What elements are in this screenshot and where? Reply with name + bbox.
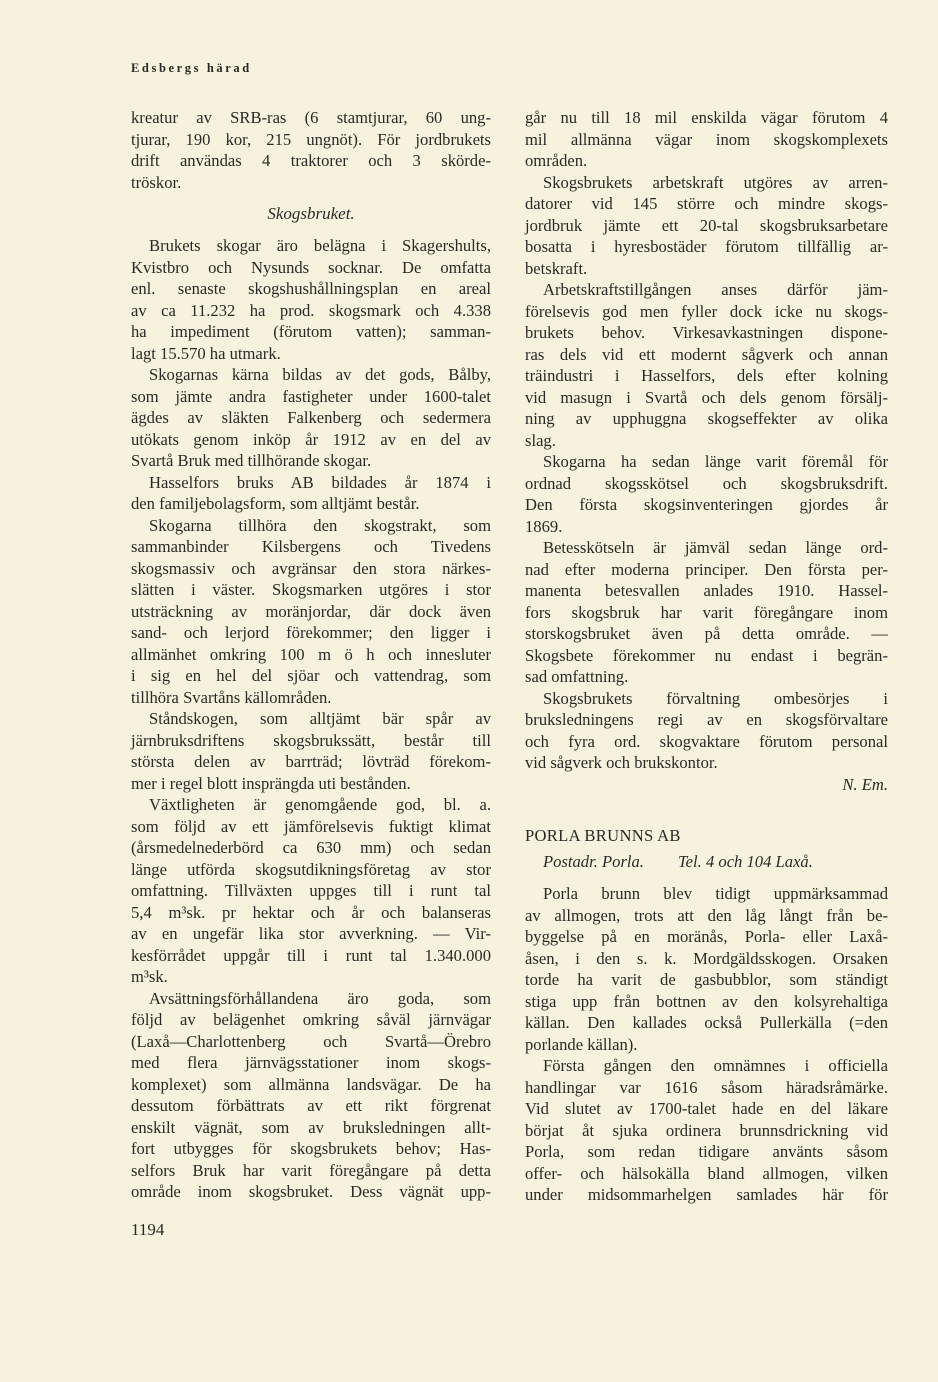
text-line: datorer vid 145 större och mindre skogs- xyxy=(525,194,888,213)
text-line: bruksledningens regi av en skogsförvaltare xyxy=(525,710,888,729)
text-line: börjat åt sjuka ordinera brunnsdrickning vid xyxy=(525,1120,888,1140)
paragraph xyxy=(131,708,491,794)
text-line: ras dels vid ett modernt sågverk och annan xyxy=(525,344,888,364)
text-line: områden. xyxy=(525,151,588,170)
text-line: torde ha varit de gasbubblor, som ständigt xyxy=(525,970,888,989)
section-heading: Skogsbruket. xyxy=(267,204,355,223)
author-signature: N. Em. xyxy=(842,775,888,794)
text-line: ägdes av släkten Falkenberg och sedermera xyxy=(131,408,491,427)
text-line: som följd av ett jämförelsevis fuktigt klimat xyxy=(131,816,491,836)
text-line: ordnad skogsskötsel och skogsbruksdrift. xyxy=(525,473,888,493)
text-line: (årsmedelnederbörd ca 630 mm) och sedan xyxy=(131,838,491,857)
text-line: bosatta i hyresbostäder förutom tillfällig ar- xyxy=(525,237,888,256)
text-line: Den första skogsinventeringen gjordes år xyxy=(525,495,888,514)
paragraph xyxy=(131,235,491,364)
running-head: Edsbergs härad xyxy=(131,61,252,75)
text-line: som jämte andra fastigheter under 1600-talet xyxy=(131,386,491,406)
text-line: nad efter moderna principer. Den första per- xyxy=(525,559,888,579)
paragraph xyxy=(525,172,888,280)
paragraph xyxy=(131,364,491,472)
text-line: Skogarna tillhöra den skogstrakt, som xyxy=(149,515,491,535)
text-line: kreatur av SRB-ras (6 stamtjurar, 60 ung- xyxy=(131,108,491,127)
text-line: Arbetskraftstillgången anses därför jäm- xyxy=(543,280,888,299)
postal-address: Postadr. Porla. xyxy=(543,852,644,871)
paragraph xyxy=(525,107,888,172)
text-line: enl. senaste skogshushållningsplan en areal xyxy=(131,279,491,298)
text-line: Ståndskogen, som alltjämt bär spår av xyxy=(149,709,491,728)
text-line: Växtligheten är genomgående god, bl. a. xyxy=(149,795,491,814)
paragraph xyxy=(525,537,888,688)
paragraph xyxy=(131,107,491,193)
text-line: 5,4 m³sk. pr hektar och år och balanseras xyxy=(131,902,491,922)
text-line: kesförrådet uppgår till i runt tal 1.340.000 xyxy=(131,945,491,965)
text-line: byggelse på en moränås, Porla- eller Laxå- xyxy=(525,927,888,946)
text-line: källan. Den kallades också Pullerkälla (=den xyxy=(525,1013,888,1032)
text-line: manenta betesvallen anlades 1910. Hassel- xyxy=(525,581,888,600)
text-line: med flera järnvägsstationer inom skogs- xyxy=(131,1053,491,1072)
paragraph xyxy=(525,688,888,774)
text-line: utsträckning av moränjordar, där dock även xyxy=(131,601,491,621)
text-line: träindustri i Hasselfors, dels efter kolning xyxy=(525,366,888,385)
text-line: omfattning. Tillväxten uppges till i runt tal xyxy=(131,881,491,900)
text-line: lagt 15.570 ha utmark. xyxy=(131,343,281,363)
text-line: följd av belägenhet omkring såväl järnvägar xyxy=(131,1010,491,1029)
text-line: av ca 11.232 ha prod. skogsmark och 4.338 xyxy=(131,300,491,320)
text-line: Hasselfors bruks AB bildades år 1874 i xyxy=(149,472,491,492)
text-line: Skogarnas kärna bildas av det gods, Bålby, xyxy=(149,365,491,384)
contact-info xyxy=(525,851,906,873)
text-line: slag. xyxy=(525,430,556,450)
text-line: (Laxå—Charlottenberg och Svartå—Örebro xyxy=(131,1031,491,1051)
paragraph xyxy=(525,883,888,1055)
text-line: Avsättningsförhållandena äro goda, som xyxy=(149,988,491,1008)
text-line: betskraft. xyxy=(525,258,588,278)
text-line: åsen, i den s. k. Mordgäldsskogen. Orsaken xyxy=(525,948,888,968)
text-line: mer i regel blott insprängda uti bestånden. xyxy=(131,773,411,793)
text-line: stiga upp från bottnen av den kolsyrehaltiga xyxy=(525,991,888,1011)
text-line: Vid slutet av 1700-talet hade en del läkare xyxy=(525,1099,888,1118)
text-line: av allmogen, trots att den låg långt från be- xyxy=(525,905,888,925)
text-line: Svartå Bruk med tillhörande skogar. xyxy=(131,451,372,470)
text-line: av en ungefär lika stor avverkning. — Vir- xyxy=(131,924,491,943)
text-line: största delen av barrträd; lövträd förekom- xyxy=(131,752,491,771)
text-line: tillhöra Svartåns källområden. xyxy=(131,687,332,707)
text-line: storskogsbruket även på detta område. — xyxy=(525,624,888,643)
text-line: komplexet) som allmänna landsvägar. De ha xyxy=(131,1074,491,1094)
text-line: Betesskötseln är jämväl sedan länge ord- xyxy=(543,538,888,557)
company-title: PORLA BRUNNS AB xyxy=(525,826,681,845)
text-line: allmänhet omkring 100 m ö h och innesluter xyxy=(131,644,491,664)
text-line: dessutom förbättrats av ett rikt förgrenat xyxy=(131,1096,491,1115)
text-line: sand- och lerjord förekommer; den ligger i xyxy=(131,623,491,642)
text-line: skogsmassiv och avgränsar den stora närkes- xyxy=(131,558,491,578)
text-line: mil allmänna vägar inom skogskomplexets xyxy=(525,129,888,149)
page-number: 1194 xyxy=(131,1220,165,1239)
paragraph xyxy=(131,472,491,515)
text-line: m³sk. xyxy=(131,967,168,986)
text-line: Porla, som redan tidigare använts såsom xyxy=(525,1142,888,1161)
paragraph xyxy=(131,794,491,988)
text-line: Brukets skogar äro belägna i Skagershults, xyxy=(149,236,491,255)
text-line: drift användas 4 traktorer och 3 skörde- xyxy=(131,151,491,170)
paragraph xyxy=(525,451,888,537)
text-line: länge utförda skogsutdikningsföretag av stor xyxy=(131,859,491,879)
paragraph xyxy=(131,515,491,709)
text-line: offer- och hälsokälla bland allmogen, vilken xyxy=(525,1163,888,1183)
text-line: förelsevis god men fyller dock icke nu skogs- xyxy=(525,301,888,321)
text-line: ning av upphuggna skogseffekter av olika xyxy=(525,409,888,428)
text-line: Första gången den omnämnes i officiella xyxy=(543,1056,888,1075)
text-line: i sig en hel del sjöar och vattendrag, som xyxy=(131,666,491,685)
text-line: vid masugn i Svartå och dels genom försälj- xyxy=(525,387,888,407)
text-line: sammanbinder Kilsbergens och Tivedens xyxy=(131,537,491,556)
text-line: Skogsbrukets förvaltning ombesörjes i xyxy=(543,688,888,708)
text-line: under midsommarhelgen samlades här för xyxy=(525,1185,888,1204)
text-line: tröskor. xyxy=(131,172,182,192)
text-line: slätten i väster. Skogsmarken utgöres i stor xyxy=(131,580,491,599)
text-line: enskilt vägnät, som av bruksledningen allt- xyxy=(131,1117,491,1137)
text-line: utökats genom inköp år 1912 av en del av xyxy=(131,429,491,449)
telephone: Tel. 4 och 104 Laxå. xyxy=(677,852,813,871)
text-line: sad omfattning. xyxy=(525,667,629,686)
text-line: ha impediment (förutom vatten); samman- xyxy=(131,322,491,341)
text-line: och fyra ord. skogvaktare förutom personal xyxy=(525,731,888,751)
text-line: Skogsbete förekommer nu endast i begrän- xyxy=(525,645,888,665)
text-line: porlande källan). xyxy=(525,1034,638,1054)
paragraph xyxy=(525,1055,888,1206)
text-line: vid sågverk och brukskontor. xyxy=(525,753,718,772)
text-line: järnbruksdriftens skogsbrukssätt, består till xyxy=(131,730,491,750)
text-line: selfors Bruk har varit föregångare på detta xyxy=(131,1160,491,1180)
text-line: Kvistbro och Nysunds socknar. De omfatta xyxy=(131,257,491,277)
text-line: Skogarna ha sedan länge varit föremål för xyxy=(543,452,888,471)
text-line: den familjebolagsform, som alltjämt består. xyxy=(131,494,420,513)
text-line: Porla brunn blev tidigt uppmärksammad xyxy=(543,884,888,903)
paragraph xyxy=(525,279,888,451)
text-line: 1869. xyxy=(525,516,563,536)
text-line: brukets behov. Virkesavkastningen dispone- xyxy=(525,323,888,342)
text-line: går nu till 18 mil enskilda vägar förutom 4 xyxy=(525,108,888,127)
text-line: handlingar var 1616 såsom häradsråmärke. xyxy=(525,1077,888,1097)
text-line: jordbruk jämte ett 20-tal skogsbruksarbetare xyxy=(525,215,888,235)
text-line: område inom skogsbruket. Dess vägnät upp- xyxy=(131,1182,491,1201)
paragraph xyxy=(131,988,491,1203)
text-line: fors skogsbruk har varit föregångare inom xyxy=(525,602,888,622)
text-line: fort utbygges för skogsbrukets behov; Has- xyxy=(131,1139,491,1158)
text-line: Skogsbrukets arbetskraft utgöres av arren- xyxy=(543,172,888,192)
text-line: tjurar, 190 kor, 215 ungnöt). För jordbrukets xyxy=(131,129,491,149)
